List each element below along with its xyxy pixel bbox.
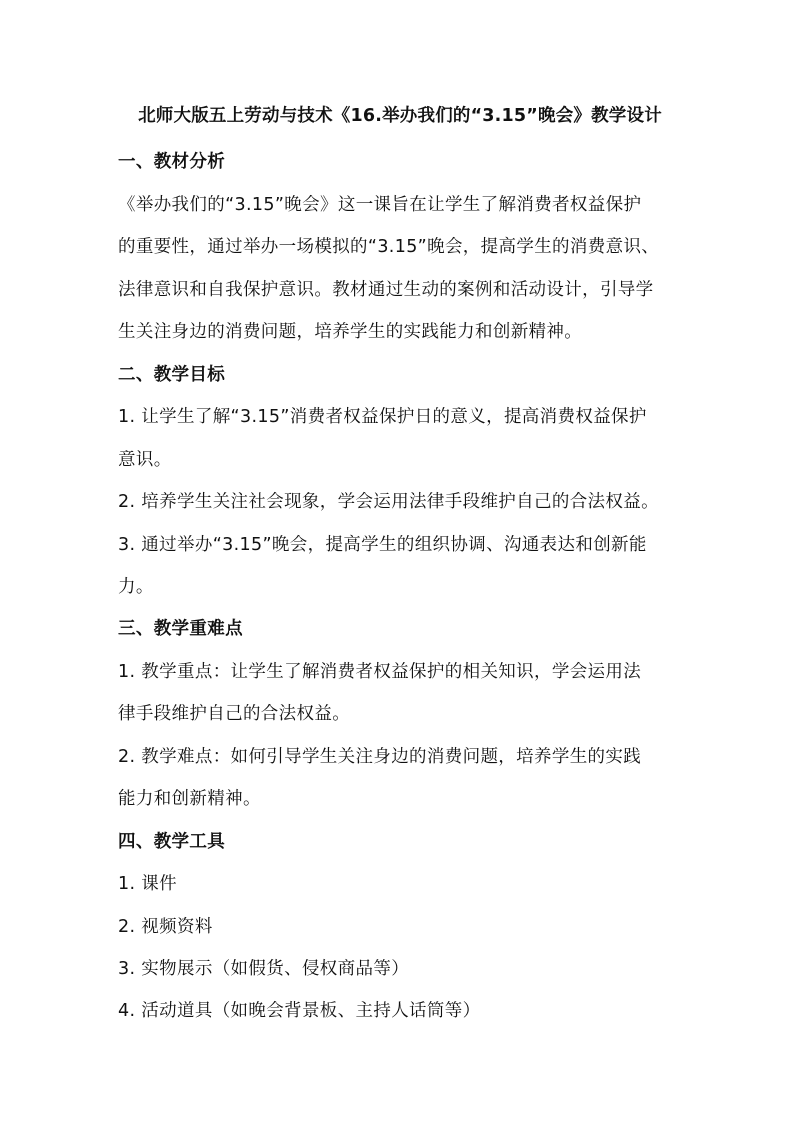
list-item-line: 力。 bbox=[118, 577, 154, 597]
document-title: 北师大版五上劳动与技术《16.举办我们的“3.15”晚会》教学设计 bbox=[138, 106, 662, 126]
list-item-line: 律手段维护自己的合法权益。 bbox=[118, 704, 351, 724]
list-item-line: 能力和创新精神。 bbox=[118, 789, 261, 809]
list-item-line: 意识。 bbox=[118, 450, 172, 470]
list-item-line: 1. 让学生了解“3.15”消费者权益保护日的意义，提高消费权益保护 bbox=[118, 407, 647, 427]
section-heading-analysis: 一、教材分析 bbox=[118, 152, 226, 172]
paragraph-line: 的重要性，通过举办一场模拟的“3.15”晚会，提高学生的消费意识、 bbox=[118, 237, 660, 257]
section-heading-tools: 四、教学工具 bbox=[118, 832, 226, 852]
paragraph-line: 生关注身边的消费问题，培养学生的实践能力和创新精神。 bbox=[118, 322, 583, 342]
paragraph-line: 法律意识和自我保护意识。教材通过生动的案例和活动设计，引导学 bbox=[118, 280, 654, 300]
list-item-line: 3. 实物展示（如假货、侵权商品等） bbox=[118, 959, 410, 979]
section-heading-key-points: 三、教学重难点 bbox=[118, 619, 243, 639]
list-item-line: 3. 通过举办“3.15”晚会，提高学生的组织协调、沟通表达和创新能 bbox=[118, 535, 647, 555]
list-item-line: 4. 活动道具（如晚会背景板、主持人话筒等） bbox=[118, 1001, 481, 1021]
list-item-line: 2. 视频资料 bbox=[118, 917, 213, 937]
list-item-line: 2. 培养学生关注社会现象，学会运用法律手段维护自己的合法权益。 bbox=[118, 492, 659, 512]
list-item-line: 1. 课件 bbox=[118, 874, 178, 894]
paragraph-line: 《举办我们的“3.15”晚会》这一课旨在让学生了解消费者权益保护 bbox=[118, 195, 642, 215]
list-item-line: 2. 教学难点：如何引导学生关注身边的消费问题，培养学生的实践 bbox=[118, 747, 642, 767]
list-item-line: 1. 教学重点：让学生了解消费者权益保护的相关知识，学会运用法 bbox=[118, 662, 642, 682]
section-heading-objectives: 二、教学目标 bbox=[118, 365, 226, 385]
